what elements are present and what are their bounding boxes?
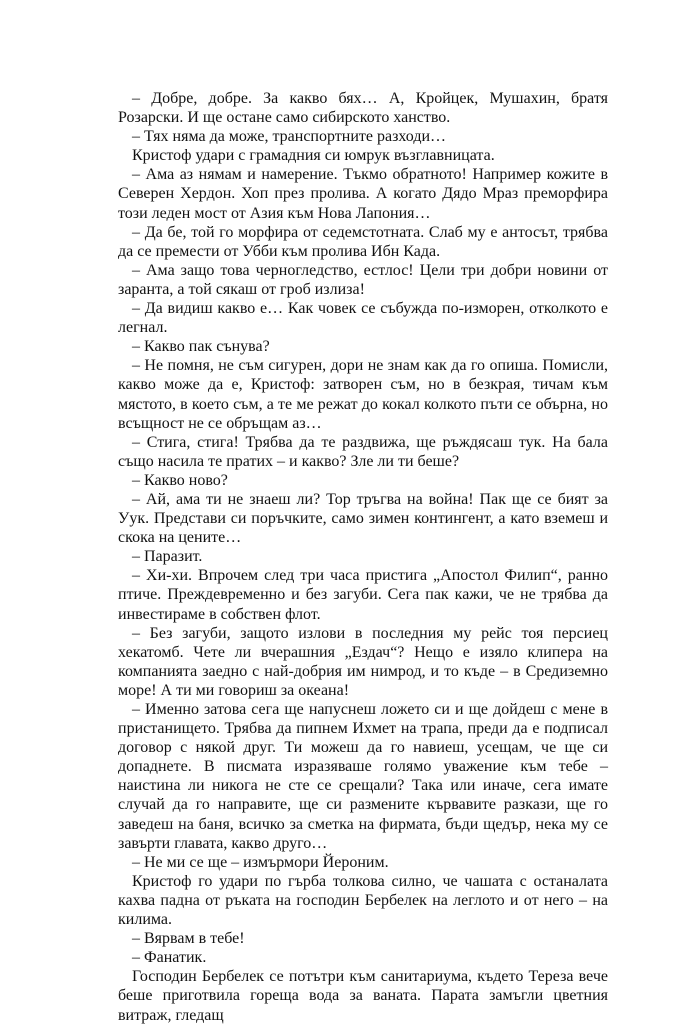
paragraph: – Именно затова сега ще напуснеш ложето си и ще дойдеш с мене в пристанището. Трябва да пипнем Ихмет на трапа, преди да е подписал договор с някой друг. Ти можеш да го навиеш, усещам, че ще си допаднете. В писмата изразяваше голямо уважение към тебе – наистина ли никога не сте се срещали? Така или иначе, сега имате случай да го направите, ще си размените кървавите разкази, ще го заведеш на баня, всичко за сметка на фирмата, бъди щедър, нека му се завърти главата, какво друго… <box>118 701 608 852</box>
paragraph: – Вярвам в тебе! <box>132 930 245 948</box>
paragraph: – Какво пак сънува? <box>132 338 270 356</box>
paragraph: – Ама аз нямам и намерение. Тъкмо обратното! Например кожите в Северен Хердон. Хоп през пролива. А когато Дядо Мраз преморфира този леден мост от Азия към Нова Лапония… <box>118 166 608 222</box>
paragraph: – Паразит. <box>132 548 203 566</box>
paragraph: – Ай, ама ти не знаеш ли? Тор тръгва на война! Пак ще се бият за Уук. Представи си поръчките, само зимен контингент, а като вземеш и скока на цените… <box>118 490 608 547</box>
paragraph: – Фанатик. <box>132 949 207 967</box>
paragraph: Господин Бербелек се потътри към санитариума, където Тереза вече беше приготвила гореща вода за ваната. Парата замъгли цветния витраж, гледащ <box>118 968 608 1024</box>
paragraph: – Хи-хи. Впрочем след три часа пристига „Апостол Филип“, ранно птиче. Преждевременно и без загуби. Сега пак кажи, че не трябва да инвестираме в собствен флот. <box>118 567 608 623</box>
paragraph: – Какво ново? <box>132 471 228 489</box>
paragraph: – Добре, добре. За какво бях… А, Кройцек, Мушахин, братя Розарски. И ще остане само сибирското ханство. <box>118 90 608 127</box>
paragraph: – Стига, стига! Трябва да те раздвижа, ще ръждясаш тук. На бала също насила те пратих – и какво? Зле ли ти беше? <box>118 433 608 470</box>
paragraph: – Не ми се ще – измърмори Йероним. <box>132 853 389 871</box>
paragraph: – Да видиш какво е… Как човек се събужда по-изморен, отколкото е легнал. <box>118 300 608 337</box>
paragraph: Кристоф удари с грамадния си юмрук възглавницата. <box>132 147 495 165</box>
paragraph: – Ама защо това черногледство, естлос! Цели три добри новини от заранта, а той сякаш от гроб излиза! <box>118 261 608 298</box>
paragraph: – Без загуби, защото излови в последния му рейс тоя персиец хекатомб. Чете ли вчерашния „Ездач“? Нещо е изяло клипера на компанията заедно с най-добрия им нимрод, и то къде – в Средиземно море! А ти ми говориш за океана! <box>118 624 608 699</box>
paragraph: – Не помня, не съм сигурен, дори не знам как да го опиша. Помисли, какво може да е, Кристоф: затворен съм, но в безкрая, тичам към мястото, в което съм, а те ме режат до кокал колкото пъти се обърна, но всъщност не се обръщам аз… <box>118 357 608 432</box>
paragraph: – Тях няма да може, транспортните разходи… <box>132 128 447 146</box>
paragraph: Кристоф го удари по гърба толкова силно, че чашата с останалата кахва падна от ръката на господин Бербелек на леглото и от него – на килима. <box>118 872 608 929</box>
paragraph: – Да бе, той го морфира от седемстотната. Слаб му е антосът, трябва да се премести от Убби към пролива Ибн Када. <box>118 223 608 260</box>
page-text <box>118 89 608 1025</box>
